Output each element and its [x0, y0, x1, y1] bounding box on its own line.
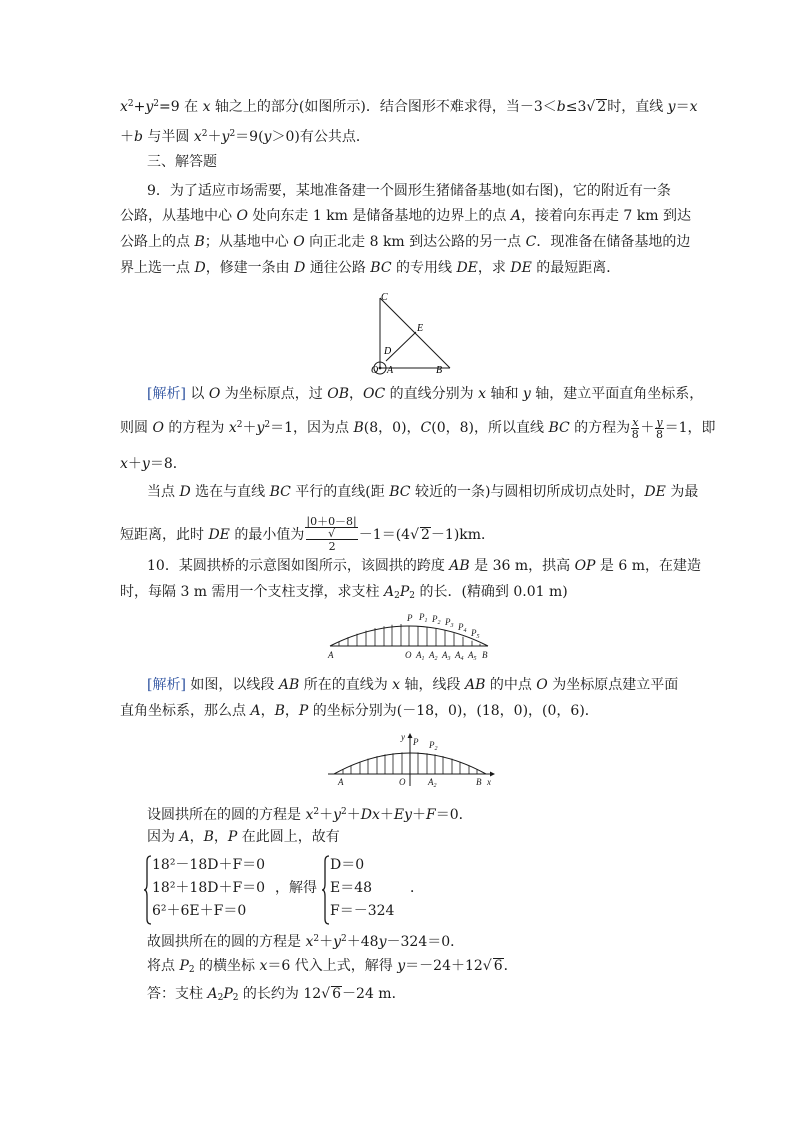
q9-line-4: [120, 258, 620, 278]
label-b: B: [476, 777, 482, 787]
var: P: [227, 829, 238, 845]
a10-line-1: [147, 675, 678, 695]
q9-line-1: [147, 181, 671, 201]
var: B: [274, 703, 285, 719]
var: D: [294, 260, 306, 276]
text: 的方程为: [163, 420, 229, 436]
var: x: [689, 99, 698, 115]
var: AB: [278, 677, 300, 693]
label-d: D: [384, 346, 392, 357]
var: x: [305, 934, 314, 950]
var: O: [152, 420, 164, 436]
var: y: [522, 386, 531, 402]
text: 为坐标原点建立平面: [547, 677, 679, 693]
text: 在此圆上，故有: [237, 829, 340, 845]
fraction-distance: [305, 516, 357, 554]
text: 的中点: [485, 677, 537, 693]
text: 以: [185, 386, 209, 402]
text: ，: [284, 703, 299, 719]
text: 的最小值为: [229, 527, 305, 543]
label-p2: $P_2$: [429, 740, 438, 752]
var: y: [221, 129, 230, 145]
text: ＋: [120, 129, 134, 145]
text: ＝6 代入上式，解得: [267, 958, 398, 974]
text: 界上选一点: [120, 260, 195, 276]
text: 的最短距离．: [531, 260, 621, 276]
text: 如图，以线段: [185, 677, 279, 693]
exp: 2: [201, 129, 208, 139]
var: P: [399, 584, 410, 600]
label-p: P: [413, 737, 419, 747]
sqrt-sign: √: [410, 527, 419, 543]
label-a3: $A_3$: [442, 650, 451, 662]
text: =9 在: [159, 99, 203, 115]
sys1-row-1: 18²－18D＋F＝0: [152, 857, 266, 873]
label-x: x: [487, 777, 491, 787]
exp: 2: [236, 420, 243, 430]
text: 设圆拱所在的圆的方程是: [147, 807, 306, 823]
var: O: [536, 677, 548, 693]
var: x: [259, 958, 268, 974]
text: 的长约为 12: [238, 986, 322, 1002]
text: ＝0．: [435, 807, 473, 823]
var: OB: [327, 386, 349, 402]
var: P: [179, 958, 189, 974]
text: ，: [213, 829, 228, 845]
label-p: P: [407, 613, 413, 623]
text: 向正北走 8 km 到达公路的另一点: [304, 234, 526, 250]
text: 9．为了适应市场需要，某地准备建一个圆形生猪储备基地(如右图)，它的附近有一条: [147, 183, 671, 199]
text: －1＝(4: [358, 527, 411, 543]
var: x: [120, 456, 128, 472]
radicand: 2: [420, 527, 430, 543]
var: x: [478, 386, 487, 402]
var: DE: [510, 260, 532, 276]
exp: 2: [341, 807, 347, 817]
var: O: [293, 234, 305, 250]
text: ＋: [207, 129, 222, 145]
a9-line-2: [120, 415, 716, 440]
a9-line-1: [147, 384, 703, 404]
var: D: [179, 484, 191, 500]
var: B: [203, 829, 214, 845]
exp: 2: [127, 99, 134, 109]
var-x: x: [120, 99, 128, 115]
text: 的横坐标: [194, 958, 260, 974]
subscript: 2: [394, 591, 400, 601]
text: (0，8)，所以直线: [431, 420, 549, 436]
var: D: [194, 260, 206, 276]
sqrt-sign: √: [321, 986, 331, 1002]
subscript: 2: [409, 591, 415, 601]
var: C: [420, 420, 432, 436]
var: OP: [574, 558, 596, 574]
text: ＝: [675, 99, 690, 115]
label-a4: $A_4$: [455, 650, 464, 662]
text: ，: [260, 703, 275, 719]
var: BC: [548, 420, 570, 436]
a9-line-4: [147, 482, 698, 502]
label-p4: $P_4$: [458, 622, 467, 634]
var: x: [193, 129, 202, 145]
text: 公路，从基地中心: [120, 208, 237, 224]
text: ．现准备在储备基地的边: [536, 234, 691, 250]
fraction-y-8: [655, 417, 663, 440]
label-a1: $A_1$: [416, 650, 425, 662]
text: －1)km．: [430, 527, 496, 543]
var: A: [179, 829, 190, 845]
denominator: √ 2: [305, 528, 357, 554]
text: ＝－24＋12: [405, 958, 483, 974]
brace-left: [144, 855, 152, 925]
var: DE: [644, 484, 666, 500]
radicand: 6: [332, 986, 342, 1002]
text-line-2: [120, 124, 370, 147]
label-p5: $P_5$: [471, 628, 480, 640]
var: A: [510, 208, 521, 224]
text: 直角坐标系，那么点: [120, 703, 251, 719]
var: b: [134, 129, 143, 145]
var: DE: [456, 260, 478, 276]
numerator: y: [656, 415, 663, 429]
var: O: [236, 208, 248, 224]
label-a2: $A_2$: [429, 650, 438, 662]
exp: 2: [153, 99, 160, 109]
section-heading: [147, 152, 217, 172]
var: y: [333, 807, 342, 823]
text: ，接着向东再走 7 km 到达: [520, 208, 692, 224]
var: y: [256, 420, 265, 436]
text: 与半圆: [142, 129, 194, 145]
text: ＞0)有公共点．: [271, 129, 370, 145]
text: ＋: [412, 807, 427, 823]
q10-line-1: [147, 556, 701, 576]
section-title: 三、解答题: [147, 154, 217, 170]
text: 因为: [147, 829, 180, 845]
sys2-row-3: F＝－324: [330, 903, 395, 919]
q10-line-2: [120, 582, 568, 606]
brace-right: [322, 855, 330, 925]
figure-arch-axes: [326, 730, 498, 790]
text: 是 6 m，在建造: [595, 558, 702, 574]
var: AB: [464, 677, 486, 693]
text: 较近的一条)与圆相切所成切点处时，: [410, 484, 645, 500]
var: OC: [363, 386, 386, 402]
text: ＝1，因为点: [270, 420, 354, 436]
var-y: y: [145, 99, 154, 115]
text: －324＝0．: [386, 934, 465, 950]
text: 10．某圆拱桥的示意图如图所示，该圆拱的跨度: [147, 558, 450, 574]
var: BC: [389, 484, 411, 500]
text: －24 m．: [342, 986, 406, 1002]
var: x: [228, 420, 237, 436]
var: P: [223, 986, 233, 1002]
q9-line-2: [120, 206, 691, 226]
label-a5: $A_5$: [468, 650, 477, 662]
var: DE: [208, 527, 230, 543]
exp: 2: [341, 934, 347, 944]
text: 的专用线: [391, 260, 457, 276]
eq-line-4: [147, 956, 518, 980]
var: O: [208, 386, 221, 402]
text: ，修建一条由: [205, 260, 295, 276]
text: 轴和: [486, 386, 523, 402]
sys-end: ．: [410, 880, 424, 896]
text: 时，每隔 3 m 需用一个支柱支撑，求支柱: [120, 584, 384, 600]
text: 当点: [147, 484, 180, 500]
eq-line-1: [147, 802, 473, 825]
label-a: A: [328, 650, 334, 660]
text: 的长．(精确到 0.01 m): [415, 584, 568, 600]
sqrt-sign: √: [482, 958, 492, 974]
fraction-x-8: [631, 417, 639, 440]
text: 答：支柱: [147, 986, 208, 1002]
text: 将点: [147, 958, 180, 974]
text: ＋: [319, 807, 334, 823]
var: B: [353, 420, 364, 436]
var: y: [141, 456, 150, 472]
text: (8，0)，: [363, 420, 421, 436]
text: ＋: [640, 420, 655, 436]
text: ＝8．: [149, 456, 187, 472]
radicand: 2: [306, 539, 357, 554]
var: x: [392, 677, 401, 693]
var: y: [378, 934, 387, 950]
y-axis-arrow: [408, 733, 413, 738]
text: ，求: [477, 260, 511, 276]
exp: 2: [313, 807, 320, 817]
text: ＋: [379, 807, 394, 823]
a10-line-2: [120, 701, 599, 721]
var: BC: [370, 260, 392, 276]
text: 短距离，此时: [120, 527, 209, 543]
solve-text: ，解得: [275, 880, 317, 896]
label-o: O: [371, 365, 379, 376]
sys2-row-1: D＝0: [330, 857, 365, 873]
var: y: [667, 99, 676, 115]
text: 选在与直线: [190, 484, 270, 500]
figure-road-triangle: [364, 288, 474, 378]
text: ＝1，即: [664, 420, 716, 436]
subscript: 2: [188, 965, 195, 975]
label-p2: $P_2$: [432, 614, 441, 626]
eq-line-5: [147, 984, 406, 1008]
text: 则圆: [120, 420, 153, 436]
subscript: 2: [232, 993, 239, 1003]
eq-line-2: [147, 827, 340, 847]
var: A: [207, 986, 218, 1002]
label-p1: $P_1$: [419, 612, 428, 624]
text: 时，直线: [607, 99, 668, 115]
var: y: [263, 129, 272, 145]
point-o: [379, 367, 382, 370]
analysis-tag: [解析]: [147, 677, 186, 693]
label-a2: $A_2$: [428, 777, 437, 789]
text: ＋: [242, 420, 257, 436]
x-axis-arrow: [490, 772, 495, 777]
numerator: |0＋0－8|: [306, 515, 357, 528]
text: ＋: [127, 456, 142, 472]
var: F: [426, 807, 436, 823]
a9-line-3: [120, 454, 187, 474]
text-line-1: [120, 94, 698, 117]
text: 的直线分别为: [385, 386, 479, 402]
text: 通往公路: [305, 260, 371, 276]
label-e: E: [417, 323, 424, 334]
text: ≤3: [565, 99, 587, 115]
radicand: 6: [493, 958, 503, 974]
var: BC: [269, 484, 291, 500]
label-a: A: [338, 777, 344, 787]
sys1-row-2: 18²＋18D＋F＝0: [152, 880, 266, 896]
text: ＝9(: [235, 129, 264, 145]
text: 故圆拱所在的圆的方程是: [147, 934, 306, 950]
var: P: [298, 703, 309, 719]
text: 是 36 m，拱高: [469, 558, 575, 574]
figure-arch-bridge: [326, 608, 496, 663]
a9-line-5: [120, 516, 495, 554]
text: 平行的直线(距: [290, 484, 390, 500]
var: Dx: [360, 807, 380, 823]
var: y: [397, 958, 406, 974]
label-o: O: [405, 650, 412, 660]
numerator: x: [632, 415, 639, 429]
exp: 2: [264, 420, 271, 430]
var: b: [556, 99, 566, 115]
radicand: 2: [597, 99, 607, 115]
text: 的坐标分别为(－18，0)，(18，0)，(0，6)．: [308, 703, 599, 719]
analysis-tag: [解析]: [147, 386, 186, 402]
sys1-row-3: 6²＋6E＋F＝0: [152, 903, 247, 919]
var: B: [194, 234, 205, 250]
denominator: 8: [631, 427, 639, 441]
text: 轴，线段: [400, 677, 465, 693]
text: ，: [349, 386, 363, 402]
var: y: [333, 934, 342, 950]
subscript: 2: [217, 993, 224, 1003]
exp: 2: [313, 934, 320, 944]
label-b: B: [436, 365, 443, 376]
var: A: [250, 703, 261, 719]
label-o: O: [399, 777, 406, 787]
sys2-row-2: E＝48: [330, 880, 373, 896]
text: 轴之上的部分(如图所示)．结合图形不难求得，当－3＜: [210, 99, 557, 115]
label-y: y: [401, 732, 405, 742]
label-p3: $P_3$: [445, 617, 454, 629]
exp: 2: [229, 129, 236, 139]
text: 为最: [665, 484, 699, 500]
var: A: [383, 584, 395, 600]
label-c: C: [381, 292, 388, 303]
eq-line-3: [147, 929, 464, 952]
text: 的方程为: [569, 420, 631, 436]
label-b: B: [482, 650, 488, 660]
var: x: [305, 807, 314, 823]
text: 公路上的点: [120, 234, 195, 250]
sqrt-sign: √: [586, 99, 596, 115]
q9-line-3: [120, 232, 690, 252]
text: 为坐标原点，过: [220, 386, 328, 402]
text: 轴，建立平面直角坐标系，: [530, 386, 704, 402]
text: ＋: [319, 934, 334, 950]
text: ＋48: [346, 934, 379, 950]
denominator: 8: [656, 427, 664, 441]
text: ，: [189, 829, 204, 845]
var: AB: [449, 558, 470, 574]
label-a: A: [387, 365, 394, 376]
text: ＋: [346, 807, 361, 823]
text: 所在的直线为: [299, 677, 393, 693]
text: 处向东走 1 km 是储备基地的边界上的点: [247, 208, 511, 224]
var: C: [525, 234, 537, 250]
text: +: [133, 99, 146, 115]
text: ．: [503, 958, 518, 974]
var: x: [202, 99, 211, 115]
text: ；从基地中心: [204, 234, 294, 250]
var: Ey: [393, 807, 413, 823]
